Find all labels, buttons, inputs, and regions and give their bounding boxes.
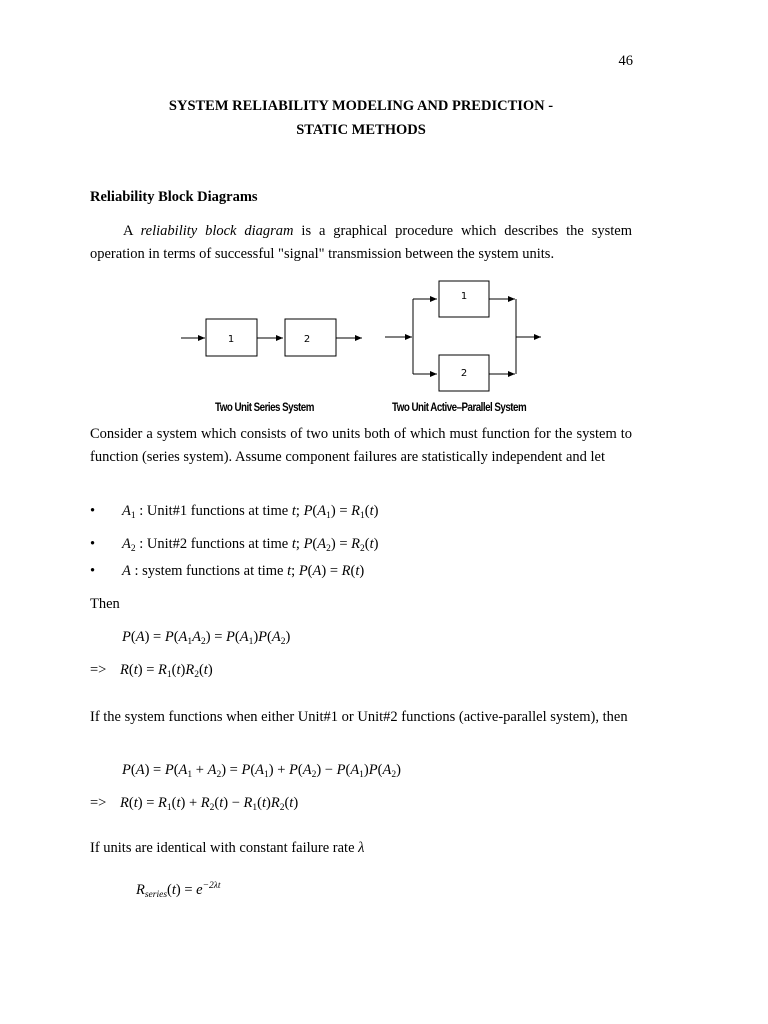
series-block-2-label: 2 — [303, 334, 311, 345]
rseries-exponent: −2λt — [202, 881, 221, 891]
parallel-caption: Two Unit Active–Parallel System — [392, 402, 527, 414]
lambda-symbol: λ — [358, 840, 365, 856]
bullet-3-text: system functions at time — [142, 563, 284, 579]
bullet-1-marker: • — [90, 503, 96, 519]
identical-units-label: If units are identical with constant failure rate — [90, 840, 355, 856]
identical-units-text — [90, 840, 364, 857]
then-label: Then — [90, 596, 120, 612]
implies-2: => — [90, 795, 107, 811]
series-reliability-equation: $R(t) = R_1(t)R_2(t)$ — [120, 662, 213, 680]
parallel-block-2-label: 2 — [460, 368, 468, 379]
intro-paragraph — [90, 220, 632, 265]
title-line-1: SYSTEM RELIABILITY MODELING AND PREDICTION - — [168, 98, 554, 114]
page-number: 46 — [618, 53, 633, 69]
intro-after: is a graphical procedure which describes the system operation in terms of successful "signal" transmission between the system units. — [90, 223, 632, 262]
implies-1: => — [90, 662, 107, 678]
parallel-paragraph: If the system functions when either Unit#1 or Unit#2 functions (active-parallel system), then — [90, 709, 628, 725]
bullet-1-text: Unit#1 functions at time — [146, 503, 289, 519]
title-line-2: STATIC METHODS — [296, 122, 426, 138]
series-block-1-label: 1 — [227, 334, 235, 345]
reliability-block-diagram — [0, 270, 768, 400]
series-paragraph: Consider a system which consists of two units both of which must function for the system to function (series system). Assume component failures are statistically independent and let — [90, 426, 632, 465]
series-system — [181, 319, 362, 356]
intro-before: A — [123, 223, 141, 239]
bullet-2-text: Unit#2 functions at time — [146, 536, 289, 552]
section-heading: Reliability Block Diagrams — [90, 189, 258, 205]
intro-term: reliability block diagram — [140, 223, 294, 239]
series-block-2 — [285, 319, 336, 356]
rseries-subscript: series — [144, 890, 168, 900]
bullet-1: $A_1$ : Unit#1 functions at time t; $P(A_1) = R_1(t)$ — [122, 503, 379, 521]
parallel-reliability-equation: $R(t) = R_1(t) + R_2(t) - R_1(t)R_2(t)$ — [120, 795, 299, 813]
parallel-block-1-label: 1 — [460, 291, 468, 302]
bullet-2: $A_2$ : Unit#2 functions at time t; $P(A_2) = R_2(t)$ — [122, 536, 379, 554]
parallel-probability-equation: $P(A) = P(A_1 + A_2) = P(A_1) + P(A_2) - P(A_1)P(A_2)$ — [122, 762, 401, 780]
rseries-equation: $R_{series}(t) = e^{-2\lambda t}$ — [136, 881, 221, 900]
bullet-3-marker: • — [90, 563, 96, 579]
bullet-2-marker: • — [90, 536, 96, 552]
bullet-3: A : system functions at time t; P(A) = R(t) — [122, 563, 365, 579]
series-probability-equation: $P(A) = P(A_1A_2) = P(A_1)P(A_2)$ — [122, 629, 291, 647]
series-caption: Two Unit Series System — [215, 402, 314, 414]
